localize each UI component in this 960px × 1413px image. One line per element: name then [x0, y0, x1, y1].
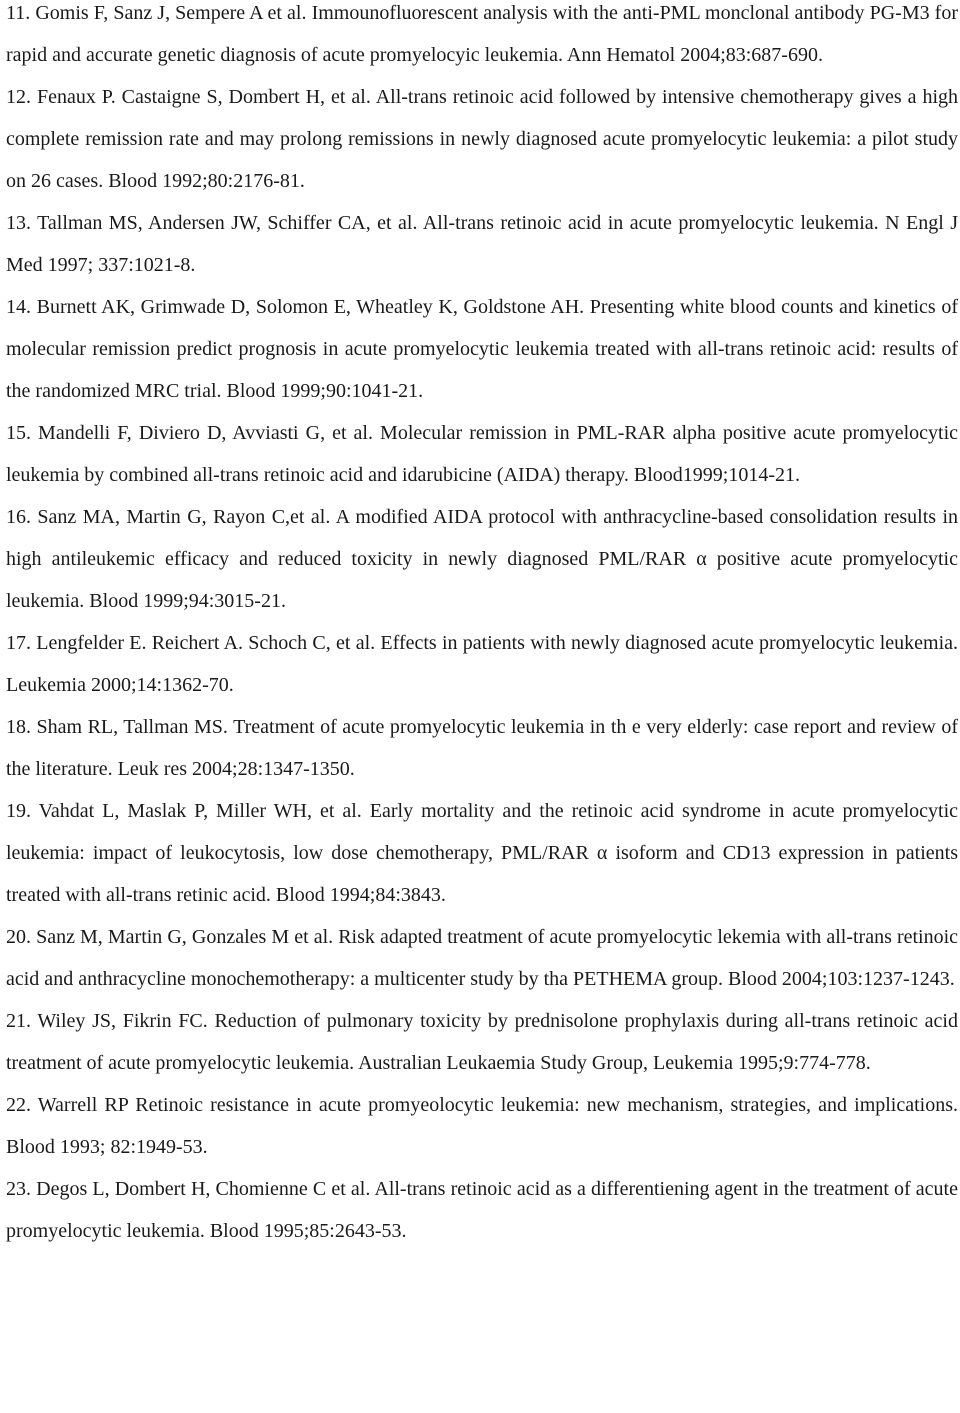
reference-item: [6, 916, 958, 1000]
reference-text: Risk adapted treatment of acute promyelocytic lekemia with all-trans retinoic acid and anthracycline monochemotherapy: a multicenter study by tha PETHEMA group. Blood 2004;103:1237-1243.: [6, 926, 959, 990]
reference-list: [6, 0, 958, 1252]
reference-authors: Mandelli F, Diviero D, Avviasti G, et al.: [38, 422, 373, 444]
reference-item: [6, 496, 958, 622]
reference-text: Treatment of acute promyelocytic leukemia in th e very elderly: case report and review of the literature. Leuk res 2004;28:1347-1350.: [6, 716, 959, 780]
reference-item: [6, 0, 958, 76]
reference-number: 19.: [6, 800, 31, 822]
reference-number: 12.: [6, 86, 31, 108]
reference-text: Early mortality and the retinoic acid syndrome in acute promyelocytic leukemia: impact of leukocytosis, low dose chemotherapy, PML/RAR α isoform and CD13 expression in patients treated with all-trans retinic acid. Blood 1994;84:3843.: [6, 800, 959, 906]
reference-authors: Gomis F, Sanz J, Sempere A et al.: [35, 2, 307, 24]
reference-text: Retinoic resistance in acute promyeolocytic leukemia: new mechanism, strategies, and implications. Blood 1993; 82:1949-53.: [6, 1094, 959, 1158]
reference-authors: Burnett AK, Grimwade D, Solomon E, Wheatley K, Goldstone AH.: [36, 296, 585, 318]
reference-number: 22.: [6, 1094, 31, 1116]
reference-text: Presenting white blood counts and kinetics of molecular remission predict prognosis in acute promyelocytic leukemia treated with all-trans retinoic acid: results of the randomized MRC trial. Blood 1999;90:1041-21.: [6, 296, 958, 402]
reference-text: A modified AIDA protocol with anthracycline-based consolidation results in high antileukemic efficacy and reduced toxicity in newly diagnosed PML/RAR α positive acute promyelocytic leukemia. Blood 1999;94:3015-21.: [6, 506, 959, 612]
reference-number: 18.: [6, 716, 31, 738]
reference-item: [6, 76, 958, 202]
reference-item: [6, 622, 958, 706]
reference-text: All-trans retinoic acid in acute promyelocytic leukemia. N Engl J Med 1997; 337:1021-8.: [6, 212, 958, 276]
reference-text: All-trans retinoic acid followed by intensive chemotherapy gives a high complete remission rate and may prolong remissions in newly diagnosed acute promyelocytic leukemia: a pilot study on 26 cases. Blood 1992;80:2176-81.: [6, 86, 958, 192]
reference-item: [6, 1084, 958, 1168]
reference-text: Reduction of pulmonary toxicity by prednisolone prophylaxis during all-trans retinoic acid treatment of acute promyelocytic leukemia. Australian Leukaemia Study Group, Leukemia 1995;9:774-778.: [6, 1010, 958, 1074]
reference-authors: Vahdat L, Maslak P, Miller WH, et al.: [38, 800, 362, 822]
reference-text: All-trans retinoic acid as a differentiening agent in the treatment of acute promyelocytic leukemia. Blood 1995;85:2643-53.: [6, 1178, 958, 1242]
reference-text: Effects in patients with newly diagnosed acute promyelocytic leukemia. Leukemia 2000;14:1362-70.: [6, 632, 959, 696]
reference-number: 15.: [6, 422, 31, 444]
reference-text: Immounofluorescent analysis with the anti-PML monclonal antibody PG-M3 for rapid and accurate genetic diagnosis of acute promyelocyic leukemia. Ann Hematol 2004;83:687-690.: [6, 2, 958, 66]
reference-authors: Tallman MS, Andersen JW, Schiffer CA, et al.: [37, 212, 418, 234]
reference-number: 20.: [6, 926, 31, 948]
reference-number: 11.: [6, 2, 31, 24]
reference-number: 14.: [6, 296, 31, 318]
reference-text: Molecular remission in PML-RAR alpha positive acute promyelocytic leukemia by combined all-trans retinoic acid and idarubicine (AIDA) therapy. Blood1999;1014-21.: [6, 422, 958, 486]
reference-authors: Wiley JS, Fikrin FC.: [37, 1010, 208, 1032]
reference-item: [6, 706, 958, 790]
reference-item: [6, 1168, 958, 1252]
reference-number: 13.: [6, 212, 31, 234]
reference-item: [6, 202, 958, 286]
reference-number: 21.: [6, 1010, 31, 1032]
reference-authors: Fenaux P. Castaigne S, Dombert H, et al.: [36, 86, 371, 108]
reference-authors: Lengfelder E. Reichert A. Schoch C, et al.: [36, 632, 376, 654]
reference-number: 16.: [6, 506, 31, 528]
reference-authors: Sanz M, Martin G, Gonzales M et al.: [36, 926, 334, 948]
reference-authors: Warrell RP: [37, 1094, 129, 1116]
reference-item: [6, 790, 958, 916]
reference-item: [6, 1000, 958, 1084]
reference-authors: Degos L, Dombert H, Chomienne C et al.: [36, 1178, 371, 1200]
reference-number: 23.: [6, 1178, 31, 1200]
reference-authors: Sanz MA, Martin G, Rayon C,et al.: [37, 506, 331, 528]
reference-number: 17.: [6, 632, 31, 654]
reference-item: [6, 286, 958, 412]
reference-item: [6, 412, 958, 496]
reference-authors: Sham RL, Tallman MS.: [36, 716, 228, 738]
